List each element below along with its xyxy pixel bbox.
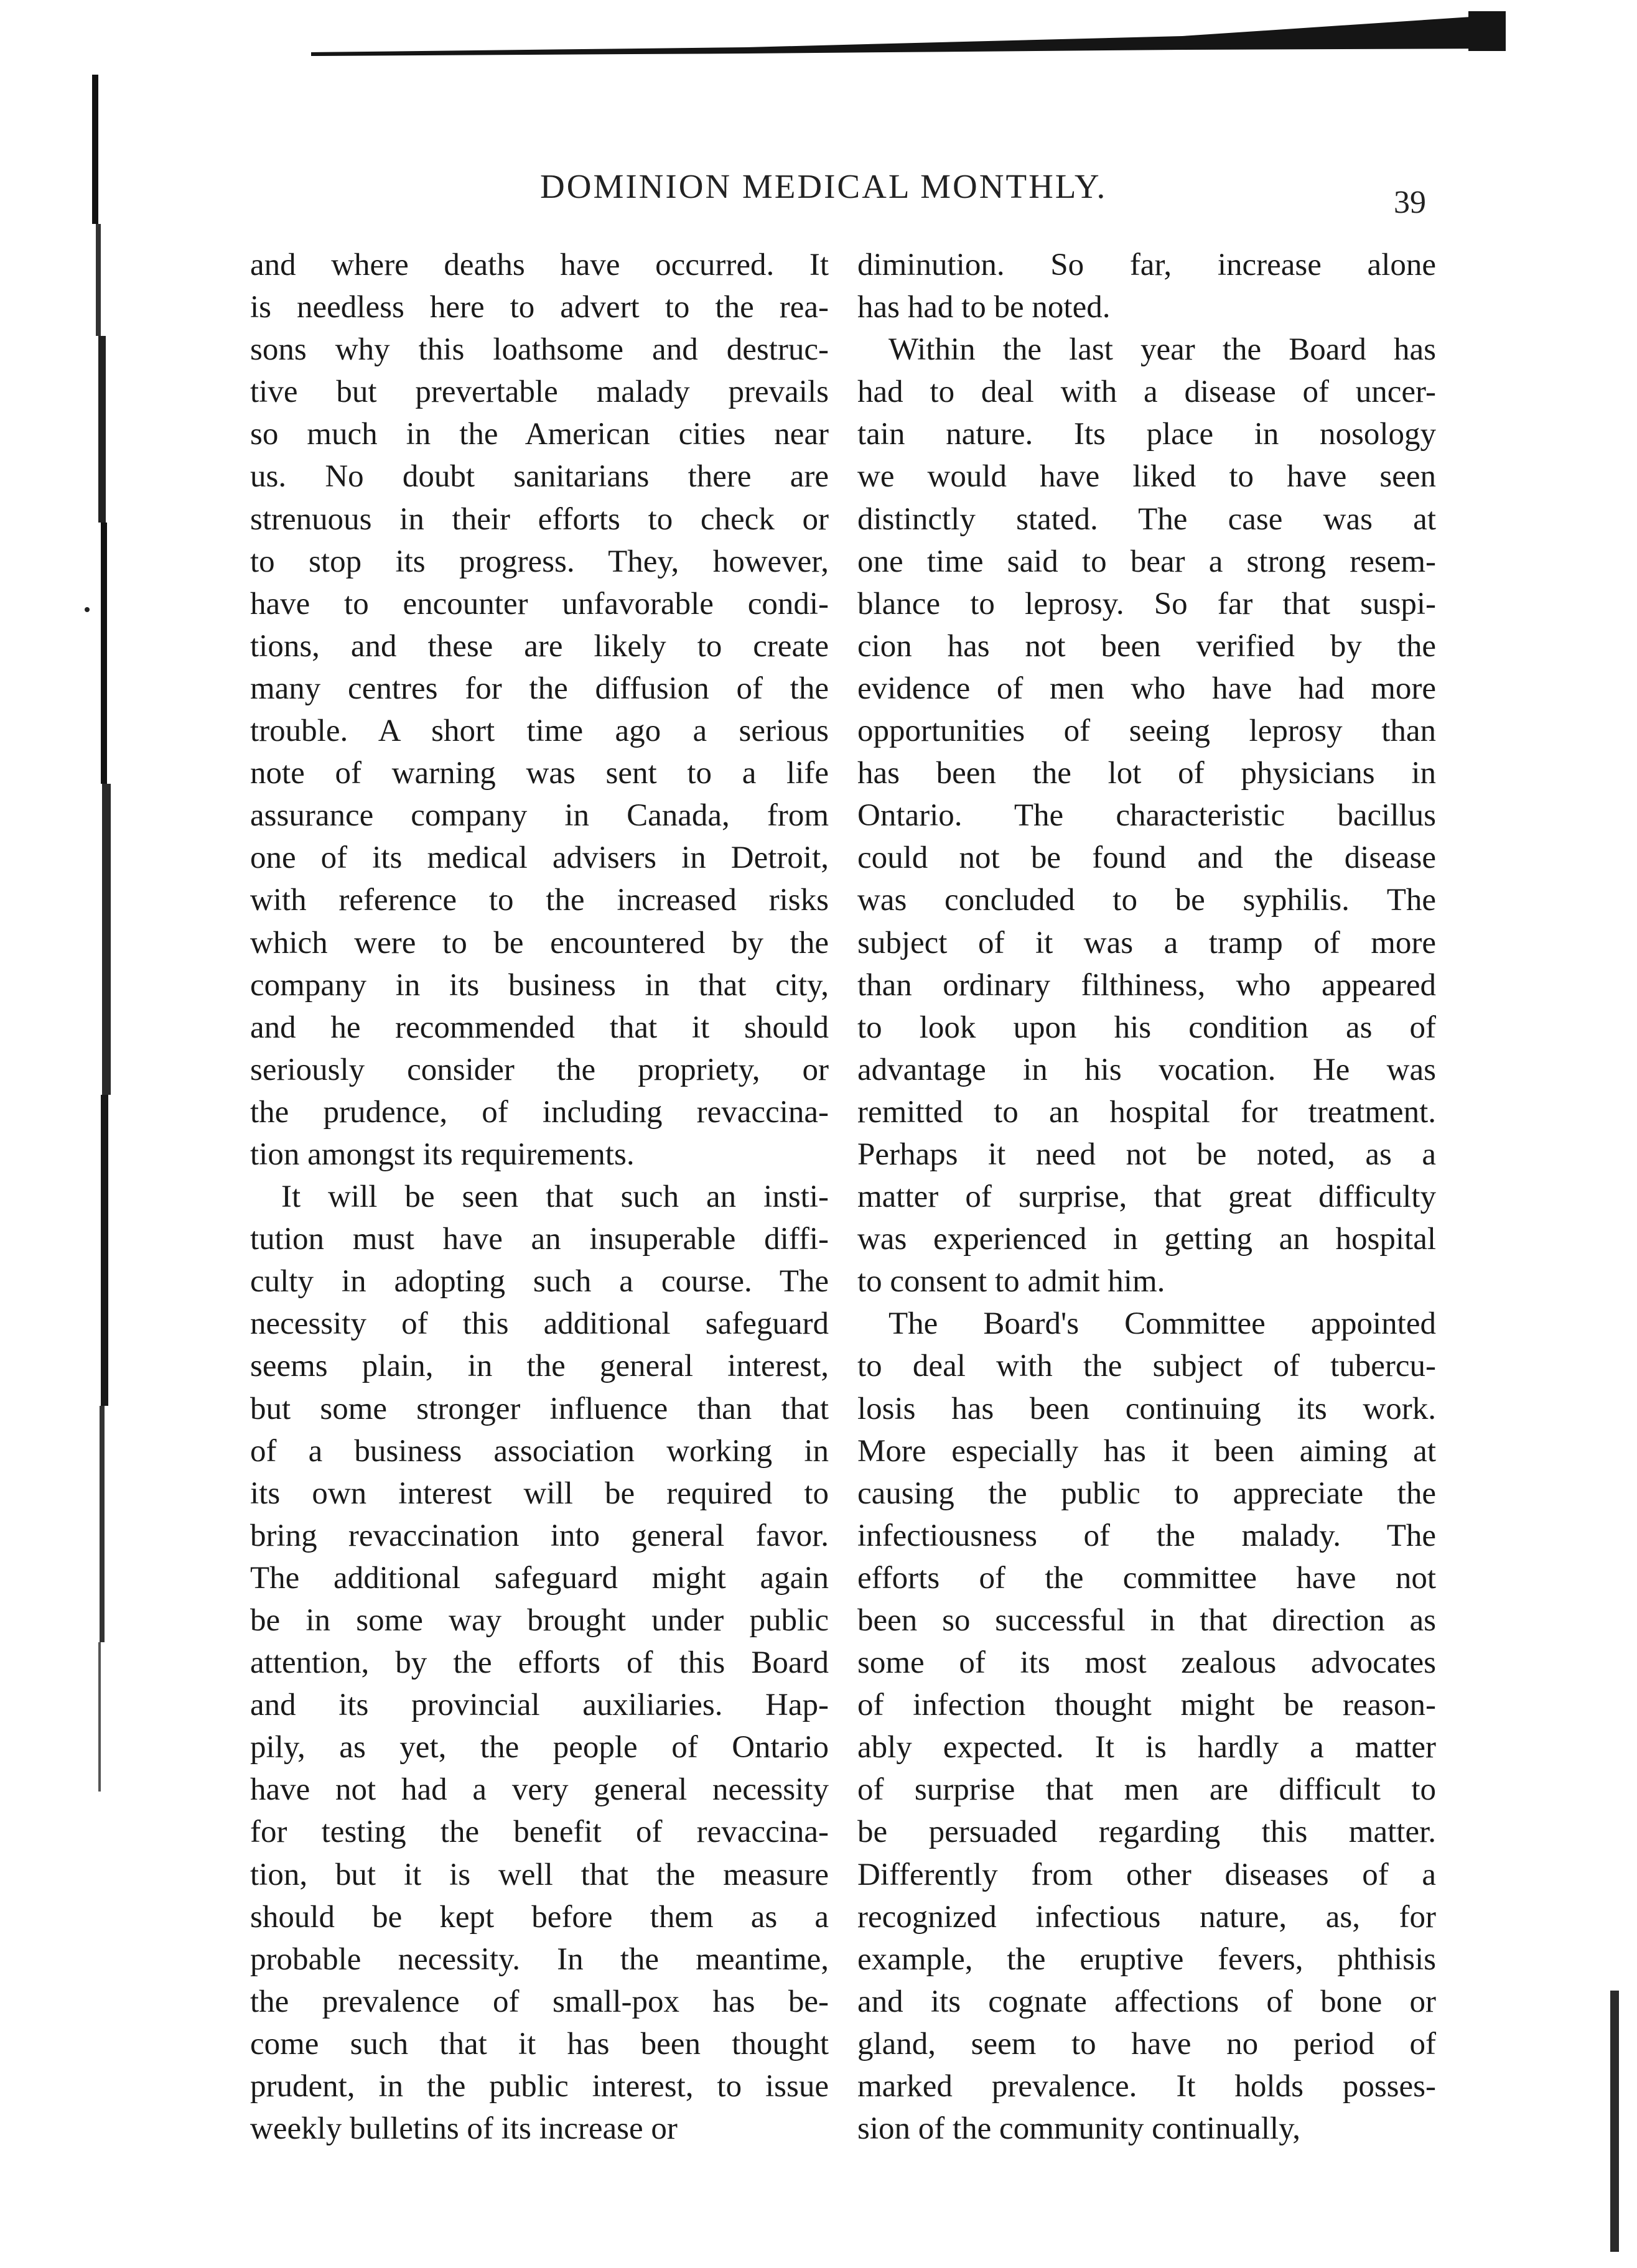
text-line: to consent to admit him. — [857, 1264, 1165, 1299]
text-line: come such that it has been thought — [250, 2026, 829, 2061]
text-line: which were to be encountered by the — [250, 925, 829, 960]
text-line: for testing the benefit of revaccina- — [250, 1815, 829, 1850]
text-line: and where deaths have occurred. It — [250, 248, 829, 282]
text-line: tion, but it is well that the measure — [250, 1857, 829, 1892]
text-line: strenuous in their efforts to check or — [250, 501, 829, 537]
top-rule — [311, 11, 1506, 60]
text-line: some of its most zealous advocates — [857, 1645, 1436, 1681]
text-line: to deal with the subject of tubercu- — [857, 1349, 1436, 1384]
text-line: example, the eruptive fevers, phthisis — [857, 1941, 1436, 1977]
text-line: causing the public to appreciate the — [857, 1476, 1436, 1511]
text-line: tain nature. Its place in nosology — [857, 417, 1436, 452]
text-line: evidence of men who have had more — [857, 671, 1436, 706]
text-line: we would have liked to have seen — [857, 459, 1436, 495]
text-line: tution must have an insuperable diffi- — [250, 1222, 829, 1257]
text-column-right — [857, 244, 1436, 2150]
text-line: has been the lot of physicians in — [857, 756, 1436, 791]
text-line: prudent, in the public interest, to issue — [250, 2069, 829, 2104]
text-line: is needless here to advert to the rea- — [250, 290, 829, 325]
text-line: subject of it was a tramp of more — [857, 925, 1436, 960]
text-line: advantage in his vocation. He was — [857, 1052, 1436, 1087]
text-line: tive but prevertable malady prevails — [250, 374, 829, 410]
text-line: Within the last year the Board has — [888, 332, 1436, 368]
right-edge-shadow — [1610, 1991, 1619, 2252]
text-line: one time said to bear a strong resem- — [857, 544, 1436, 579]
text-line: have not had a very general necessity — [250, 1772, 829, 1808]
text-line: bring revaccination into general favor. — [250, 1518, 829, 1553]
text-line: seriously consider the propriety, or — [250, 1052, 829, 1087]
text-line: culty in adopting such a course. The — [250, 1264, 829, 1299]
text-line: with reference to the increased risks — [250, 883, 829, 918]
text-line: one of its medical advisers in Detroit, — [250, 840, 829, 876]
text-line: remitted to an hospital for treatment. — [857, 1094, 1436, 1130]
text-column-left — [250, 244, 829, 2150]
text-line: been so successful in that direction as — [857, 1603, 1436, 1638]
text-line: blance to leprosy. So far that suspi- — [857, 586, 1436, 621]
text-line: but some stronger influence than that — [250, 1391, 829, 1426]
text-line: be in some way brought under public — [250, 1603, 829, 1638]
text-line: and its provincial auxiliaries. Hap- — [250, 1688, 829, 1723]
text-line: diminution. So far, increase alone — [857, 248, 1436, 282]
text-line: to stop its progress. They, however, — [250, 544, 829, 579]
text-line: seems plain, in the general interest, — [250, 1349, 829, 1384]
text-line: be persuaded regarding this matter. — [857, 1815, 1436, 1850]
text-line: should be kept before them as a — [250, 1899, 829, 1935]
text-line: distinctly stated. The case was at — [857, 501, 1436, 537]
text-line: than ordinary filthiness, who appeared — [857, 967, 1436, 1003]
text-line: to look upon his condition as of — [857, 1010, 1436, 1045]
text-line: had to deal with a disease of uncer- — [857, 374, 1436, 410]
text-line: Perhaps it need not be noted, as a — [857, 1136, 1436, 1172]
text-line: the prevalence of small-pox has be- — [250, 1984, 829, 2019]
text-line: sons why this loathsome and destruc- — [250, 332, 829, 368]
text-line: attention, by the efforts of this Board — [250, 1645, 829, 1681]
text-line: has had to be noted. — [857, 290, 1111, 325]
text-line: many centres for the diffusion of the — [250, 671, 829, 706]
text-line: The Board's Committee appointed — [888, 1306, 1436, 1342]
text-line: probable necessity. In the meantime, — [250, 1941, 829, 1977]
text-line: infectiousness of the malady. The — [857, 1518, 1436, 1553]
running-title: DOMINION MEDICAL MONTHLY. — [540, 167, 1108, 205]
text-line: weekly bulletins of its increase or — [250, 2111, 678, 2147]
text-line: cion has not been verified by the — [857, 628, 1436, 664]
text-line: recognized infectious nature, as, for — [857, 1899, 1436, 1935]
text-line: of surprise that men are difficult to — [857, 1772, 1436, 1808]
text-line: It will be seen that such an insti- — [281, 1179, 829, 1215]
text-line: tions, and these are likely to create — [250, 628, 829, 664]
text-line: Differently from other diseases of a — [857, 1857, 1436, 1892]
text-line: and he recommended that it should — [250, 1010, 829, 1045]
text-line: was experienced in getting an hospital — [857, 1222, 1436, 1257]
text-line: matter of surprise, that great difficulty — [857, 1179, 1436, 1215]
text-line: of a business association working in — [250, 1433, 829, 1469]
text-line: have to encounter unfavorable condi- — [250, 586, 829, 621]
text-line: opportunities of seeing leprosy than — [857, 713, 1436, 749]
text-line: of infection thought might be reason- — [857, 1688, 1436, 1723]
text-line: was concluded to be syphilis. The — [857, 883, 1436, 918]
text-line: efforts of the committee have not — [857, 1560, 1436, 1596]
text-line: so much in the American cities near — [250, 417, 829, 452]
text-line: marked prevalence. It holds posses- — [857, 2069, 1436, 2104]
text-line: and its cognate affections of bone or — [857, 1984, 1436, 2019]
text-line: tion amongst its requirements. — [250, 1136, 635, 1172]
text-line: gland, seem to have no period of — [857, 2026, 1436, 2061]
text-line: could not be found and the disease — [857, 840, 1436, 876]
text-line: company in its business in that city, — [250, 967, 829, 1003]
text-line: us. No doubt sanitarians there are — [250, 459, 829, 495]
text-line: pily, as yet, the people of Ontario — [250, 1730, 829, 1765]
text-line: assurance company in Canada, from — [250, 798, 829, 834]
text-line: necessity of this additional safeguard — [250, 1306, 829, 1342]
text-line: losis has been continuing its work. — [857, 1391, 1436, 1426]
text-line: note of warning was sent to a life — [250, 756, 829, 791]
scan-edge-shadow — [73, 75, 123, 1792]
text-line: ably expected. It is hardly a matter — [857, 1730, 1436, 1765]
text-line: More especially has it been aiming at — [857, 1433, 1436, 1469]
text-line: sion of the community continually, — [857, 2111, 1301, 2147]
text-line: its own interest will be required to — [250, 1476, 829, 1511]
text-line: the prudence, of including revaccina- — [250, 1094, 829, 1130]
text-line: The additional safeguard might again — [250, 1560, 829, 1596]
page-number: 39 — [1394, 185, 1426, 220]
text-line: trouble. A short time ago a serious — [250, 713, 829, 749]
text-line: Ontario. The characteristic bacillus — [857, 798, 1436, 834]
